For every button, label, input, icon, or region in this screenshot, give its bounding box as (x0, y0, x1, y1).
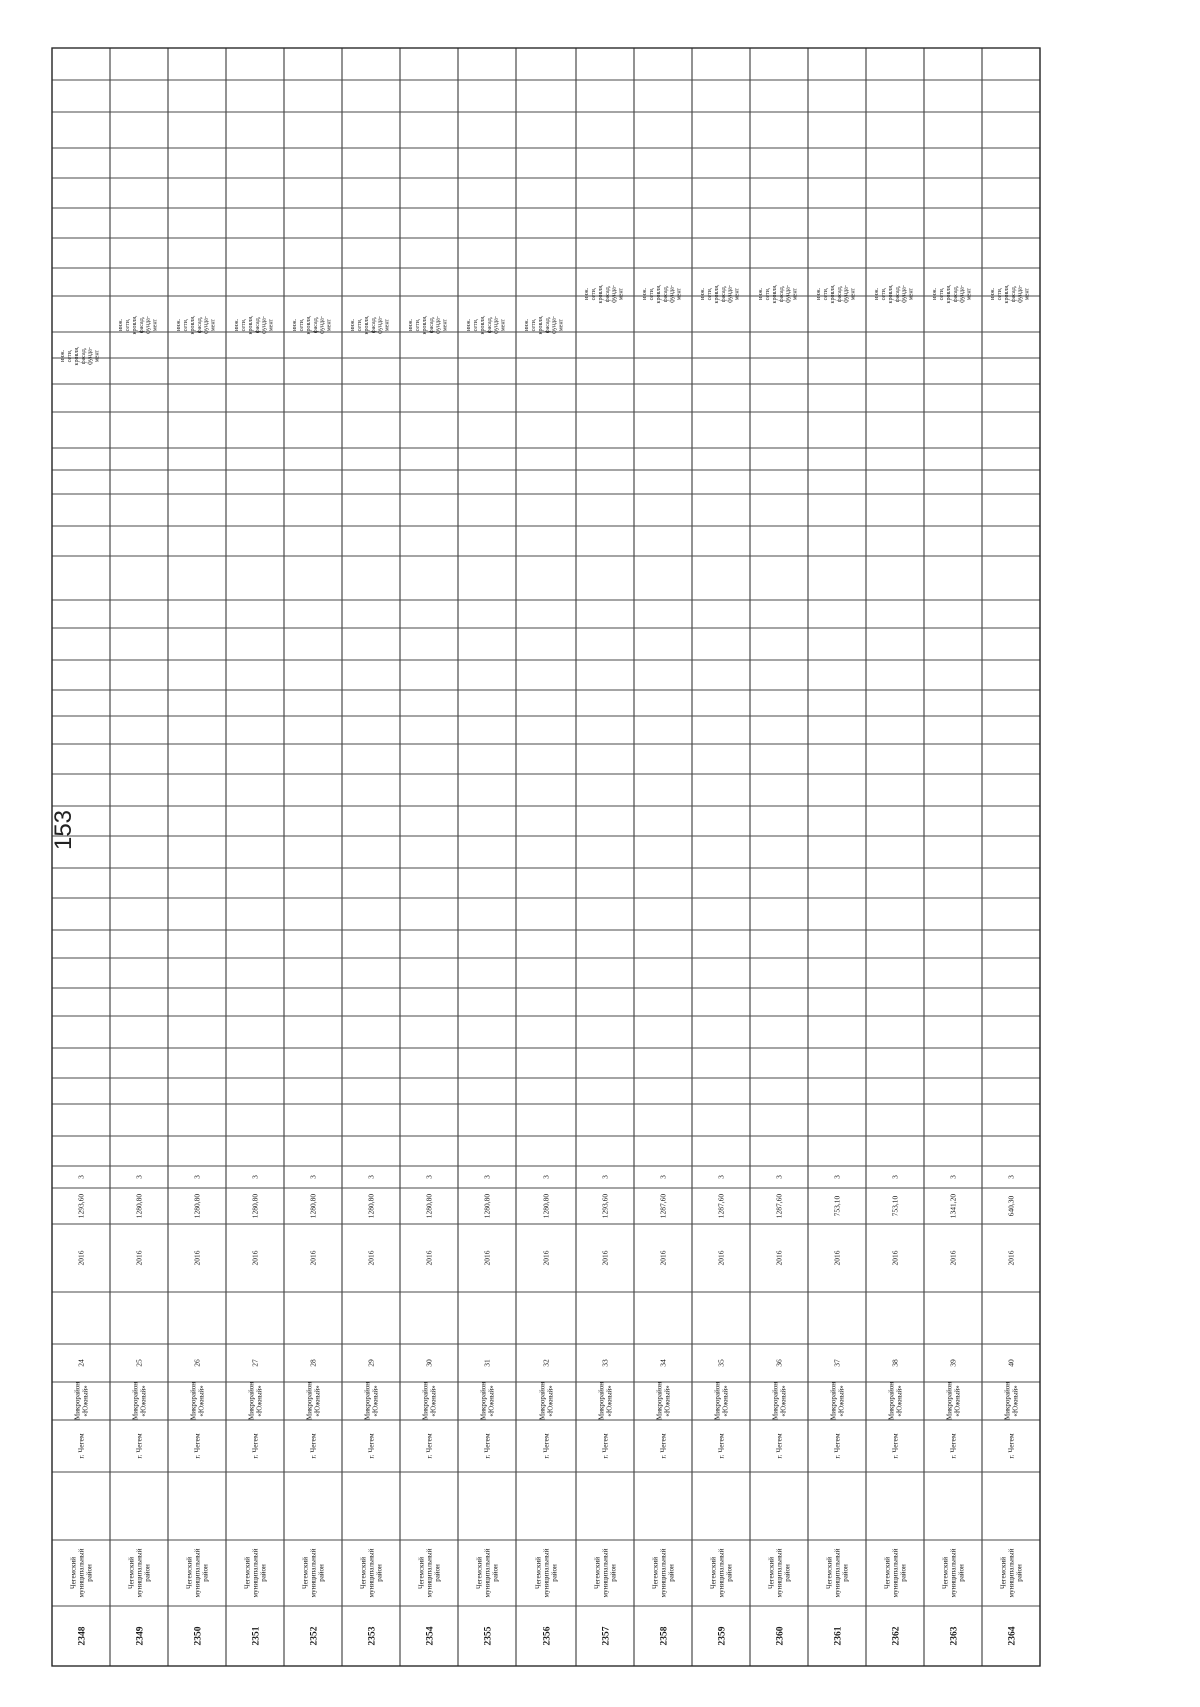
floors-count: 3 (716, 1175, 726, 1179)
house-number: 26 (192, 1359, 202, 1367)
district-name: Чегемскиймуниципальныйрайон (534, 1548, 559, 1598)
table-row (408, 315, 449, 1645)
table-row (584, 284, 625, 1645)
district-name: Чегемскиймуниципальныйрайон (651, 1548, 676, 1598)
district-name: Чегемскиймуниципальныйрайон (243, 1548, 268, 1598)
work-type: инж.сети,кровля,фасад,фунда-мент (990, 284, 1031, 304)
floors-count: 3 (774, 1175, 784, 1179)
settlement-name: г. Чегем (658, 1433, 668, 1459)
house-number: 25 (134, 1359, 144, 1367)
total-area: 1293,60 (600, 1193, 610, 1219)
table-row (118, 315, 159, 1645)
table-row (990, 284, 1031, 1645)
total-area: 753,10 (890, 1195, 900, 1217)
build-year: 2016 (250, 1250, 260, 1266)
house-number: 37 (832, 1359, 842, 1367)
house-number: 32 (541, 1359, 551, 1367)
district-name: Чегемскиймуниципальныйрайон (941, 1548, 966, 1598)
district-name: Чегемскиймуниципальныйрайон (475, 1548, 500, 1598)
street-name: Микрорайон«Южный» (421, 1382, 438, 1420)
floors-count: 3 (366, 1175, 376, 1179)
build-year: 2016 (774, 1250, 784, 1266)
house-number: 24 (76, 1359, 86, 1367)
total-area: 1293,60 (76, 1193, 86, 1219)
total-area: 1280,80 (366, 1193, 376, 1219)
work-type: инж.сети,кровля,фасад,фунда-мент (350, 315, 391, 335)
row-number: 2352 (309, 1626, 320, 1646)
settlement-name: г. Чегем (192, 1433, 202, 1459)
district-name: Чегемскиймуниципальныйрайон (69, 1548, 94, 1598)
house-number: 29 (366, 1359, 376, 1367)
build-year: 2016 (76, 1250, 86, 1266)
table-row (642, 284, 683, 1645)
work-type: инж.сети,кровля,фасад,фунда-мент (700, 284, 741, 304)
settlement-name: г. Чегем (424, 1433, 434, 1459)
work-type: инж.сети,кровля,фасад,фунда-мент (524, 315, 565, 335)
row-number: 2356 (542, 1626, 553, 1646)
floors-count: 3 (250, 1175, 260, 1179)
district-name: Чегемскиймуниципальныйрайон (127, 1548, 152, 1598)
table-row (700, 284, 741, 1645)
floors-count: 3 (1006, 1175, 1016, 1179)
district-name: Чегемскиймуниципальныйрайон (767, 1548, 792, 1598)
row-number: 2354 (425, 1626, 436, 1646)
settlement-name: г. Чегем (366, 1433, 376, 1459)
build-year: 2016 (716, 1250, 726, 1266)
floors-count: 3 (134, 1175, 144, 1179)
row-number: 2358 (659, 1626, 670, 1646)
table-row (466, 315, 507, 1645)
floors-count: 3 (424, 1175, 434, 1179)
row-number: 2362 (891, 1626, 902, 1646)
district-name: Чегемскиймуниципальныйрайон (709, 1548, 734, 1598)
row-number: 2364 (1007, 1626, 1018, 1646)
build-year: 2016 (658, 1250, 668, 1266)
street-name: Микрорайон«Южный» (189, 1382, 206, 1420)
street-name: Микрорайон«Южный» (1003, 1382, 1020, 1420)
row-number: 2355 (483, 1626, 494, 1646)
floors-count: 3 (948, 1175, 958, 1179)
build-year: 2016 (192, 1250, 202, 1266)
work-type: инж.сети,кровля,фасад,фунда-мент (176, 315, 217, 335)
work-type: инж.сети,кровля,фасад,фунда-мент (932, 284, 973, 304)
district-name: Чегемскиймуниципальныйрайон (185, 1548, 210, 1598)
floors-count: 3 (600, 1175, 610, 1179)
settlement-name: г. Чегем (308, 1433, 318, 1459)
table-row (234, 315, 275, 1645)
total-area: 1280,80 (308, 1193, 318, 1219)
total-area: 1280,80 (541, 1193, 551, 1219)
street-name: Микрорайон«Южный» (247, 1382, 264, 1420)
street-name: Микрорайон«Южный» (713, 1382, 730, 1420)
street-name: Микрорайон«Южный» (597, 1382, 614, 1420)
work-type: инж.сети,кровля,фасад,фунда-мент (234, 315, 275, 335)
build-year: 2016 (600, 1250, 610, 1266)
street-name: Микрорайон«Южный» (73, 1382, 90, 1420)
work-type: инж.сети,кровля,фасад,фунда-мент (816, 284, 857, 304)
work-type: инж.сети,кровля,фасад,фунда-мент (466, 315, 507, 335)
table-row (932, 284, 973, 1645)
settlement-name: г. Чегем (250, 1433, 260, 1459)
row-number: 2349 (135, 1626, 146, 1646)
work-type: инж.сети,кровля,фасад,фунда-мент (60, 346, 101, 366)
street-name: Микрорайон«Южный» (131, 1382, 148, 1420)
settlement-name: г. Чегем (832, 1433, 842, 1459)
build-year: 2016 (308, 1250, 318, 1266)
house-number: 35 (716, 1359, 726, 1367)
work-type: инж.сети,кровля,фасад,фунда-мент (292, 315, 333, 335)
settlement-name: г. Чегем (716, 1433, 726, 1459)
build-year: 2016 (134, 1250, 144, 1266)
total-area: 1280,80 (424, 1193, 434, 1219)
table-row (292, 315, 333, 1645)
row-number: 2359 (717, 1626, 728, 1646)
house-number: 36 (774, 1359, 784, 1367)
build-year: 2016 (1006, 1250, 1016, 1266)
work-type: инж.сети,кровля,фасад,фунда-мент (408, 315, 449, 335)
floors-count: 3 (192, 1175, 202, 1179)
district-name: Чегемскиймуниципальныйрайон (593, 1548, 618, 1598)
settlement-name: г. Чегем (774, 1433, 784, 1459)
table-row (176, 315, 217, 1645)
floors-count: 3 (482, 1175, 492, 1179)
district-name: Чегемскиймуниципальныйрайон (359, 1548, 384, 1598)
build-year: 2016 (424, 1250, 434, 1266)
total-area: 1280,80 (134, 1193, 144, 1219)
house-number: 34 (658, 1359, 668, 1367)
row-number: 2363 (949, 1626, 960, 1646)
table-row (816, 284, 857, 1645)
table-row (60, 346, 101, 1645)
street-name: Микрорайон«Южный» (771, 1382, 788, 1420)
street-name: Микрорайон«Южный» (305, 1382, 322, 1420)
house-number: 39 (948, 1359, 958, 1367)
house-number: 28 (308, 1359, 318, 1367)
table-row (350, 315, 391, 1645)
street-name: Микрорайон«Южный» (887, 1382, 904, 1420)
house-number: 30 (424, 1359, 434, 1367)
row-number: 2351 (251, 1626, 262, 1646)
house-number: 27 (250, 1359, 260, 1367)
work-type: инж.сети,кровля,фасад,фунда-мент (642, 284, 683, 304)
row-number: 2348 (77, 1626, 88, 1646)
build-year: 2016 (890, 1250, 900, 1266)
total-area: 1287,60 (658, 1193, 668, 1219)
district-name: Чегемскиймуниципальныйрайон (301, 1548, 326, 1598)
work-type: инж.сети,кровля,фасад,фунда-мент (584, 284, 625, 304)
work-type: инж.сети,кровля,фасад,фунда-мент (758, 284, 799, 304)
floors-count: 3 (890, 1175, 900, 1179)
total-area: 1287,60 (716, 1193, 726, 1219)
street-name: Микрорайон«Южный» (945, 1382, 962, 1420)
settlement-name: г. Чегем (890, 1433, 900, 1459)
total-area: 1280,80 (192, 1193, 202, 1219)
settlement-name: г. Чегем (134, 1433, 144, 1459)
total-area: 1280,80 (250, 1193, 260, 1219)
build-year: 2016 (832, 1250, 842, 1266)
total-area: 1287,60 (774, 1193, 784, 1219)
street-name: Микрорайон«Южный» (829, 1382, 846, 1420)
district-name: Чегемскиймуниципальныйрайон (999, 1548, 1024, 1598)
table-row (524, 315, 565, 1645)
house-number: 33 (600, 1359, 610, 1367)
row-number: 2357 (601, 1626, 612, 1646)
work-type: инж.сети,кровля,фасад,фунда-мент (874, 284, 915, 304)
street-name: Микрорайон«Южный» (655, 1382, 672, 1420)
street-name: Микрорайон«Южный» (538, 1382, 555, 1420)
row-number: 2350 (193, 1626, 204, 1646)
build-year: 2016 (366, 1250, 376, 1266)
build-year: 2016 (948, 1250, 958, 1266)
total-area: 640,30 (1006, 1195, 1016, 1217)
settlement-name: г. Чегем (948, 1433, 958, 1459)
table-row (874, 284, 915, 1645)
settlement-name: г. Чегем (541, 1433, 551, 1459)
house-number: 38 (890, 1359, 900, 1367)
street-name: Микрорайон«Южный» (479, 1382, 496, 1420)
settlement-name: г. Чегем (600, 1433, 610, 1459)
house-number: 40 (1006, 1359, 1016, 1367)
settlement-name: г. Чегем (482, 1433, 492, 1459)
settlement-name: г. Чегем (76, 1433, 86, 1459)
floors-count: 3 (308, 1175, 318, 1179)
total-area: 1280,80 (482, 1193, 492, 1219)
row-number: 2361 (833, 1626, 844, 1646)
settlement-name: г. Чегем (1006, 1433, 1016, 1459)
page-number: 153 (50, 809, 77, 851)
floors-count: 3 (658, 1175, 668, 1179)
district-name: Чегемскиймуниципальныйрайон (825, 1548, 850, 1598)
house-number: 31 (482, 1359, 492, 1367)
row-number: 2353 (367, 1626, 378, 1646)
total-area: 753,10 (832, 1195, 842, 1217)
floors-count: 3 (832, 1175, 842, 1179)
floors-count: 3 (541, 1175, 551, 1179)
total-area: 1341,20 (948, 1193, 958, 1219)
district-name: Чегемскиймуниципальныйрайон (883, 1548, 908, 1598)
build-year: 2016 (482, 1250, 492, 1266)
build-year: 2016 (541, 1250, 551, 1266)
work-type: инж.сети,кровля,фасад,фунда-мент (118, 315, 159, 335)
floors-count: 3 (76, 1175, 86, 1179)
street-name: Микрорайон«Южный» (363, 1382, 380, 1420)
table-row (758, 284, 799, 1645)
district-name: Чегемскиймуниципальныйрайон (417, 1548, 442, 1598)
row-number: 2360 (775, 1626, 786, 1646)
